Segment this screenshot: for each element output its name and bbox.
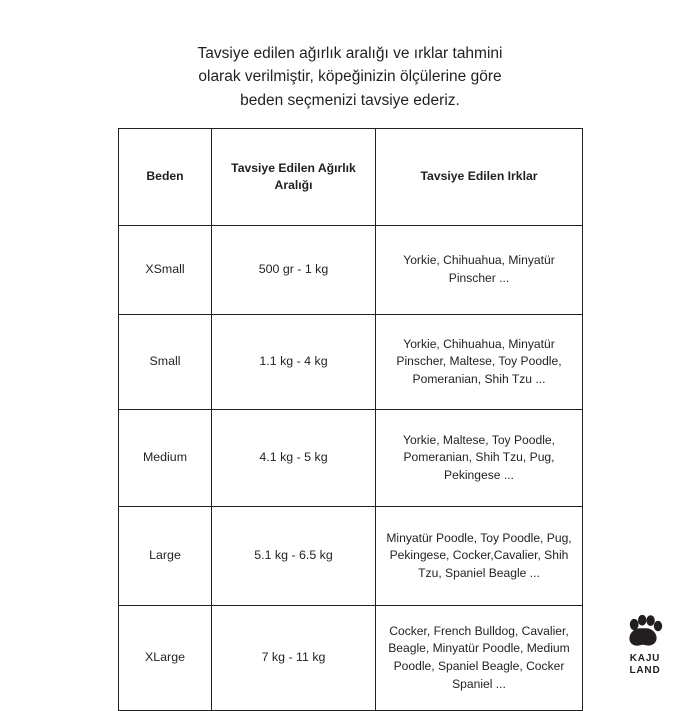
table-header-row — [119, 129, 583, 226]
table-row — [119, 226, 583, 315]
cell-breeds: Yorkie, Chihuahua, Minyatür Pinscher ... — [376, 226, 583, 315]
page-title-line-2: olarak verilmiştir, köpeğinizin ölçülerine göre — [198, 68, 502, 86]
cell-weight: 4.1 kg - 5 kg — [212, 410, 376, 507]
table-row — [119, 606, 583, 711]
table-header — [119, 129, 583, 226]
cell-size: Small — [119, 315, 212, 410]
column-header-breeds: Tavsiye Edilen Irklar — [376, 129, 583, 226]
cell-weight: 500 gr - 1 kg — [212, 226, 376, 315]
brand-name — [612, 653, 678, 676]
table-body — [119, 226, 583, 711]
column-header-weight-range: Tavsiye Edilen Ağırlık Aralığı — [212, 129, 376, 226]
cell-size: XSmall — [119, 226, 212, 315]
cell-size: XLarge — [119, 606, 212, 711]
cell-weight: 7 kg - 11 kg — [212, 606, 376, 711]
brand-logo — [612, 615, 678, 676]
cell-breeds: Minyatür Poodle, Toy Poodle, Pug, Pekingese, Cocker,Cavalier, Shih Tzu, Spaniel Beagle ... — [376, 507, 583, 606]
page-title-line-3: beden seçmenizi tavsiye ederiz. — [240, 91, 460, 109]
cell-breeds: Yorkie, Maltese, Toy Poodle, Pomeranian, Shih Tzu, Pug, Pekingese ... — [376, 410, 583, 507]
page-title — [108, 42, 592, 112]
brand-name-line-1: KAJU — [629, 653, 661, 664]
cell-size: Medium — [119, 410, 212, 507]
cell-breeds: Yorkie, Chihuahua, Minyatür Pinscher, Maltese, Toy Poodle, Pomeranian, Shih Tzu ... — [376, 315, 583, 410]
size-guide-table — [118, 128, 583, 711]
cell-breeds: Cocker, French Bulldog, Cavalier, Beagle, Minyatür Poodle, Medium Poodle, Spaniel Beagle, Cocker Spaniel ... — [376, 606, 583, 711]
table-row — [119, 410, 583, 507]
table-row — [119, 507, 583, 606]
cell-weight: 1.1 kg - 4 kg — [212, 315, 376, 410]
column-header-size: Beden — [119, 129, 212, 226]
table-row — [119, 315, 583, 410]
paw-icon — [627, 615, 663, 649]
page-title-line-1: Tavsiye edilen ağırlık aralığı ve ırklar tahmini — [197, 45, 503, 62]
cell-size: Large — [119, 507, 212, 606]
cell-weight: 5.1 kg - 6.5 kg — [212, 507, 376, 606]
brand-name-line-2: LAND — [629, 664, 661, 676]
